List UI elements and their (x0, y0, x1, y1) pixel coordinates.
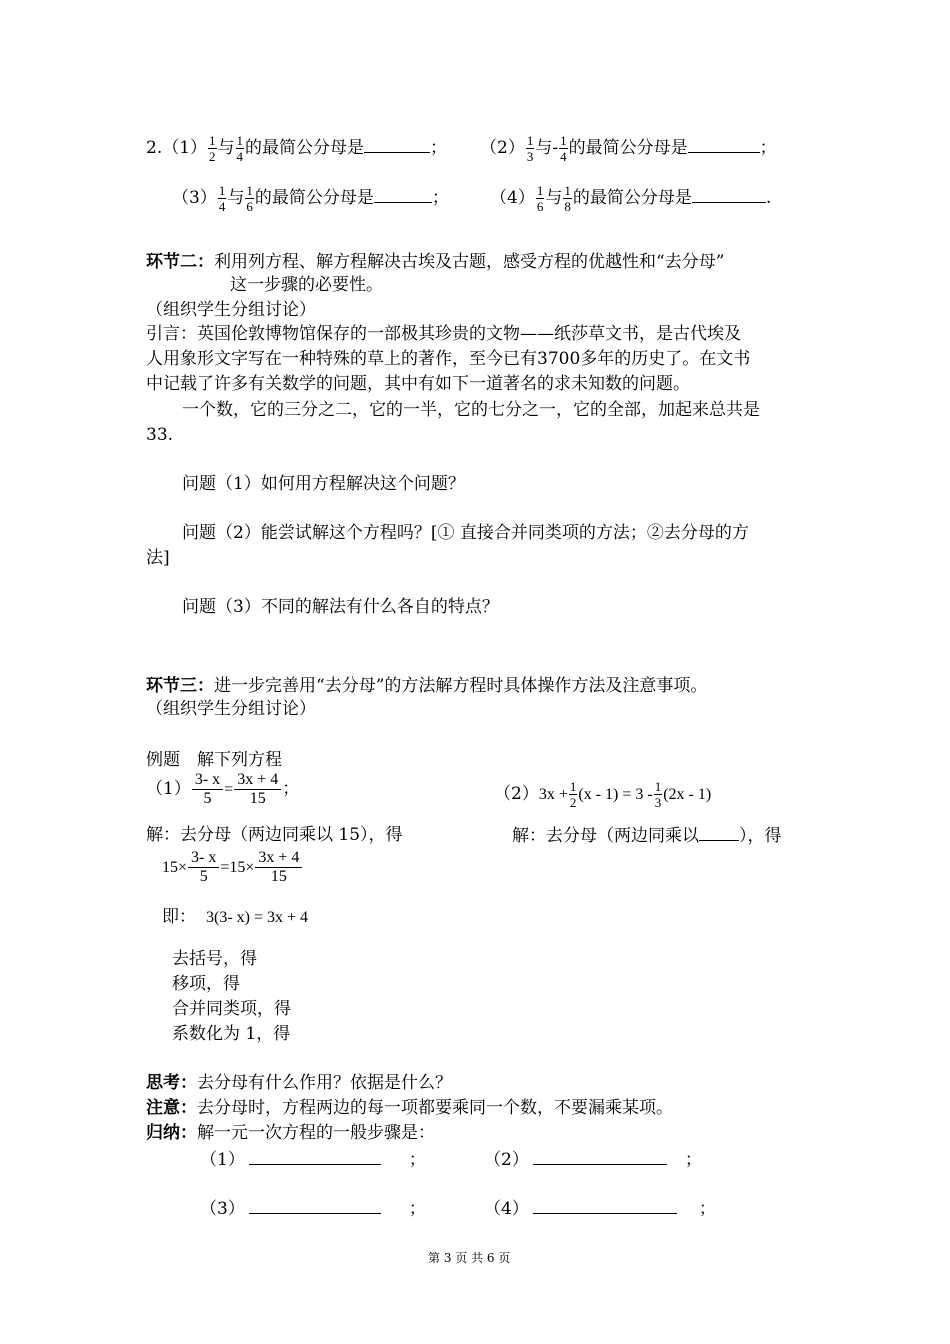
note-line: 注意：去分母时，方程两边的每一项都要乘同一个数，不要漏乘某项。 (146, 1098, 673, 1118)
fraction-1-3: $\frac{1}{3}$ (654, 779, 662, 810)
solution-1-intro: 解：去分母（两边同乘以 15），得 (146, 825, 403, 845)
fraction-1-4: $\frac{1}{4}$ (560, 133, 567, 164)
think-line: 思考：去分母有什么作用？依据是什么？ (146, 1073, 452, 1093)
section-2-title-cont: 这一步骤的必要性。 (230, 275, 383, 295)
q2-row-1: 2.（1） $\frac{1}{2}$ 与 $\frac{1}{4}$ 的最简公分母是 ； (146, 133, 448, 164)
fraction-1-6: $\frac{1}{6}$ (536, 183, 544, 214)
step-remove-brackets: 去括号，得 (172, 949, 257, 969)
group-discussion-note: （组织学生分组讨论） (146, 300, 316, 320)
summary-step-2: （2） ； (484, 1150, 702, 1170)
summary-step-1: （1） ； (200, 1150, 426, 1170)
problem-line-2: 33. (146, 425, 174, 445)
q2-prefix: 2.（1） (146, 138, 208, 158)
answer-blank[interactable] (249, 1148, 381, 1165)
fraction-3x-plus-4-over-15: $\frac{3x + 4}{15}$ (255, 850, 302, 885)
example-2-equation: （2）3x + $\frac{1}{2}$ (x - 1) = 3 - $\frac{1}{3}$ (2x - 1) (494, 779, 712, 810)
question-1: 问题（1）如何用方程解决这个问题？ (182, 474, 465, 494)
q2-item-2: （2） $\frac{1}{3}$ 与- $\frac{1}{4}$ 的最简公分母是 ； (480, 133, 777, 164)
question-3: 问题（3）不同的解法有什么各自的特点？ (182, 597, 499, 617)
example-1-equation: （1） $\frac{3- x}{5}$ = $\frac{3x + 4}{15}$ ； (146, 771, 300, 807)
fraction-1-2: $\frac{1}{2}$ (569, 779, 577, 810)
fraction-3x-plus-4-over-15: $\frac{3x + 4}{15}$ (234, 772, 281, 807)
question-2-line-2: 法] (146, 548, 170, 568)
answer-blank[interactable] (364, 136, 430, 153)
answer-blank[interactable] (533, 1148, 667, 1165)
simplified-step: 即： 3(3- x) = 3x + 4 (162, 907, 309, 927)
step-transpose: 移项，得 (172, 974, 240, 994)
answer-blank[interactable] (374, 186, 432, 203)
intro-line-3: 中记载了许多有关数学的问题，其中有如下一道著名的求未知数的问题。 (146, 374, 690, 394)
solution-2-intro: 解：去分母（两边同乘以 ），得 (512, 826, 782, 846)
question-2-line-1: 问题（2）能尝试解这个方程吗？[① 直接合并同类项的方法；②去分母的方 (182, 523, 749, 543)
problem-line-1: 一个数，它的三分之二，它的一半，它的七分之一，它的全部，加起来总共是 (182, 400, 760, 420)
section-3-title: 环节三：进一步完善用“去分母”的方法解方程时具体操作方法及注意事项。 (146, 676, 708, 696)
fraction-3-minus-x-over-5: $\frac{3- x}{5}$ (188, 850, 219, 885)
answer-blank[interactable] (533, 1197, 677, 1214)
summary-line: 归纳：解一元一次方程的一般步骤是： (146, 1123, 435, 1143)
q2-item-3: （3） $\frac{1}{4}$ 与 $\frac{1}{6}$ 的最简公分母是 ； (172, 183, 449, 214)
intro-line-2: 人用象形文字写在一种特殊的草上的著作，至今已有3700多年的历史了。在文书 (146, 349, 751, 369)
section-2-title: 环节二：利用列方程、解方程解决古埃及古题，感受方程的优越性和“去分母” (146, 252, 725, 272)
group-discussion-note: （组织学生分组讨论） (146, 699, 316, 719)
answer-blank[interactable] (688, 136, 760, 153)
page-footer: 第 3 页 共 6 页 (428, 1251, 511, 1265)
fraction-1-2: $\frac{1}{2}$ (209, 133, 216, 164)
step-combine-like-terms: 合并同类项，得 (172, 999, 291, 1019)
answer-blank[interactable] (249, 1197, 381, 1214)
fraction-1-4: $\frac{1}{4}$ (236, 133, 244, 164)
summary-step-4: （4） ； (484, 1199, 716, 1219)
fraction-1-8: $\frac{1}{8}$ (564, 183, 571, 214)
answer-blank[interactable] (692, 186, 766, 203)
summary-step-3: （3） ； (200, 1199, 426, 1219)
q2-item-4: （4） $\frac{1}{6}$ 与 $\frac{1}{8}$ 的最简公分母是 . (490, 183, 772, 214)
fraction-1-3: $\frac{1}{3}$ (526, 133, 534, 164)
intro-line-1: 引言：英国伦敦博物馆保存的一部极其珍贵的文物——纸莎草文书，是古代埃及 (146, 324, 741, 344)
fraction-3-minus-x-over-5: $\frac{3- x}{5}$ (192, 772, 223, 807)
fraction-1-6: $\frac{1}{6}$ (246, 183, 253, 214)
multiply-step: 15× $\frac{3- x}{5}$ =15× $\frac{3x + 4}{15}$ (162, 850, 303, 885)
fraction-1-4: $\frac{1}{4}$ (218, 183, 226, 214)
example-heading: 例题 解下列方程 (146, 750, 282, 770)
step-coefficient-to-1: 系数化为 1，得 (172, 1024, 291, 1044)
answer-blank[interactable] (699, 824, 739, 841)
